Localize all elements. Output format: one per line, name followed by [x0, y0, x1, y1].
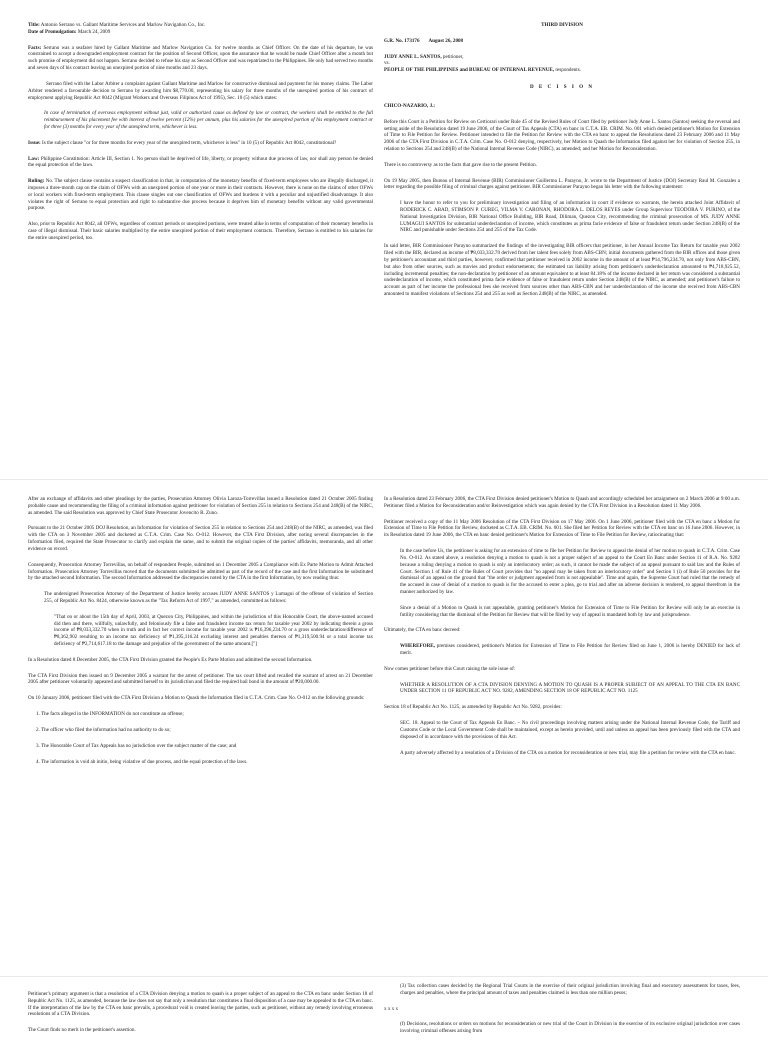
- paragraph: Also, prior to Republic Act 8042, all OFWs, regardless of contract periods or unexpired portions, were treated alike in terms of computation of their monetary benefits in case of illegal dismissal. Their basic salaries multiplied by the entire unexpired portion of their employment contracts. Therefore, Serrano is entitled to his salaries for the entire unexpired period, too.: [28, 221, 373, 241]
- quote: "That on or about the 15th day of April, 2003, at Quezon City, Philippines, and within the jurisdiction of this Honorable Court, the above-named accused did then and there, willfully, unlawfully, and feloniously file a false and fraudulent income tax return for taxable year 2002 by indicating therein a gross income of ₱8,033,332.70 when in truth and in fact her correct income for taxable year 2002 is ₱16,396,234.70 or a gross underdeclaration/difference of ₱8,362,902 resulting to an income tax deficiency of ₱1,395,116.24 excluding interest and penalties thereon of ₱1,319,500.94 or a total income tax deficiency of ₱2,714,617.18 to the damage and prejudice of the government of the same amount.["]: [54, 613, 373, 647]
- page-one: [0, 0, 768, 479]
- ruling-paragraph: Ruling: No. The subject clause contains a suspect classification in that, in computation of the monetary benefits of fixed-term employees who are illegally discharged, it imposes a three-month cap on the claim of OFWs with an unexpired portion of one year or more in their contracts. However, there is none on the claims of other OFWs or local workers with fixed-term employment. This clause singles out one classification of OFWs and burdens it with a peculiar and unjustified disadvantage. It also violates the right of Serrano to equal protection and right to substantive due process because it deprives him of monetary benefits without any valid governmental purpose.: [28, 178, 374, 212]
- quote: (3) Tax collection cases decided by the Regional Trial Courts in the exercise of their original jurisdiction involving final and executory assessments for taxes, fees, charges and penalties, where the principal amount of taxes and penalties claimed is less than one million pesos;: [400, 983, 740, 996]
- law-paragraph: Law: Philippine Constitution: Article III, Section 1. No person shall be deprived of life, liberty, or property without due process of law, nor shall any person be denied the equal protection of the laws.: [28, 155, 373, 169]
- grounds-list: [36, 711, 373, 765]
- paragraph: Ultimately, the CTA en banc decreed:: [384, 627, 461, 634]
- quote: Since a denial of a Motion to Quash is not appealable, granting petitioner's Motion for Extension of Time to File Petition for Review will only be an exercise in futility considering that the dismissal of the Petition for Review that will be filed by way of appeal is mandated both by law and jurisprudence.: [400, 604, 740, 618]
- decision-column-left: [28, 991, 373, 1043]
- issue-paragraph: Issue: Is the subject clause "or for three months for every year of the unexpired term, whichever is less" in 10 (5) of Republic Act 8042, constitutional?: [28, 139, 337, 146]
- list-item: 1. The facts alleged in the INFORMATION do not constitute an offense;: [36, 711, 184, 718]
- paragraph: Petitioner's primary argument is that a resolution of a CTA Division denying a motion to quash is a proper subject of an appeal to the CTA en banc under Section 18 of Republic Act No. 1125, as amended, because the law does not say that only a resolution that constitutes a final disposition of a case may be appealed to the CTA en banc. If the interpretation of the law by the CTA en banc prevails, a procedural void is created leaving the parties, such as petitioner, without any remedy involving erroneous resolutions of a CTA Division.: [28, 991, 373, 1018]
- paragraph: Pursuant to the 21 October 2005 DOJ Resolution, an Information for violation of Section 255 in relation to Sections 254 and 248(B) of the NIRC, as amended, was filed with the CTA on 3 November 2005 and docketed as C.T.A. Crim. Case No. O-012. However, the CTA First Division, after noting several discrepancies in the Information filed, required the State Prosecutor to clarify and explain the same, and to submit the original copies of the parties' affidavits, memoranda, and all other evidence on record.: [28, 525, 373, 552]
- paragraph: Now comes petitioner before this Court raising the sole issue of:: [384, 665, 516, 672]
- paragraph: In a Resolution dated 8 December 2005, the CTA First Division granted the People's Ex Parte Motion and admitted the second Information.: [28, 656, 313, 663]
- paragraph: Section 18 of Republic Act No. 1125, as amended by Republic Act No. 9282, provides:: [384, 704, 562, 711]
- decision-column: [384, 22, 740, 307]
- page-three: [0, 976, 768, 1035]
- paragraph: On 10 January 2006, petitioner filed with the CTA First Division a Motion to Quash the Information filed in C.T.A. Crim. Case No. O-012 on the following grounds:: [28, 695, 365, 702]
- title-line: Title: Antonio Serrano vs. Gallant Maritime Services and Marlow Navigation Co., Inc.: [28, 22, 206, 28]
- paragraph: The Court finds no merit in the petitioner's assertion.: [28, 1027, 136, 1034]
- respondents-line: PEOPLE OF THE PHILIPPINES and BUREAU OF INTERNAL REVENUE, respondents.: [384, 67, 581, 74]
- petitioner-line: JUDY ANNE L. SANTOS, petitioner,: [384, 53, 464, 60]
- date-line: Date of Promulgation: March 24, 2009: [28, 28, 111, 35]
- quote: In case of termination of overseas employment without just, valid or authorized cause as defined by law or contract, the workers shall be entitled to the full reimbursement of his placement fee with interest of twelve percent (12%) per annum, plus his salaries for the unexpired portion of his employment contract or for three (3) months for every year of the unexpired term, whichever is less.: [44, 110, 373, 130]
- decision-heading: D E C I S I O N: [529, 84, 595, 91]
- division-heading: THIRD DIVISION: [541, 22, 583, 28]
- quote: (f) Decisions, resolutions or orders on motions for reconsideration or new trial of the Court in Division in the exercise of its exclusive original jurisdiction over cases involving criminal offenses arising from: [400, 1021, 740, 1035]
- paragraph: Before this Court is a Petition for Review on Certiorari under Rule 45 of the Revised Rules of Court filed by petitioner Judy Anne L. Santos (Santos) seeking the reversal and setting aside of the Resolution dated 19 June 2006, of the Court of Tax Appeals (CTA) en banc in C.T.A. EB. CRIM. No. 001 which denied petitioner's Motion for Extension of Time to File Petition for Review. Petitioner intended to file the Petition for Review with the CTA en banc to appeal the Resolutions dated 23 February 2006 and 11 May 2006 of the CTA First Division in C.T.A. Crim. Case No. O-012 denying, respectively, her Motion to Quash the Information filed against her for violation of Section 255, in relation to Sections 254 and 248(B) of the National Internal Revenue Code (NIRC), as amended; and her Motion for Reconsideration.: [384, 118, 740, 152]
- quote: SEC. 18. Appeal to the Court of Tax Appeals En Banc. – No civil proceedings involving matters arising under the National Internal Revenue Code, the Tariff and Customs Code or the Local Government Code shall be maintained, except as herein provided, until and unless an appeal has been previously filed with the CTA and disposed of in accordance with the provisions of this Act.: [400, 720, 740, 740]
- paragraph: Petitioner received a copy of the 11 May 2006 Resolution of the CTA First Division on 17 May 2006. On 1 June 2006, petitioner filed with the CTA en banc a Motion for Extension of Time to File Petition for Review, docketed as C.T.A. EB. CRIM. No. 001. She filed her Petition for Review with the CTA en banc on 16 June 2006. However, in its Resolution dated 19 June 2006, the CTA en banc denied petitioner's Motion for Extension of Time to File Petition for Review, ratiocinating that:: [384, 518, 740, 539]
- case-digest-column: [28, 22, 373, 251]
- quote: In the case before Us, the petitioner is asking for an extension of time to file her Petition for Review to appeal the denial of her motion to quash in C.T.A. Crim. Case No. O-012. As stated above, a resolution denying a motion to quash is not a proper subject of an appeal to the Court En Banc under Section 11 of R.A. No. 9282 because a ruling denying a motion to quash is only an interlocutory order; as such, it cannot be made the subject of an appeal pursuant to said law and the Rules of Court. Section 1 of Rule 41 of the Rules of Court provides that "no appeal may be taken from an interlocutory order" and Section 1 (i) of Rule 50 provides for the dismissal of an appeal on the ground that "the order or judgment appealed from is not appealable". Time and again, the Supreme Court had ruled that the remedy of the accused in case of denial of a motion to quash is for the accused to enter a plea, go to trial and after an adverse decision is rendered, to appeal therefrom in the manner authorized by law.: [400, 548, 740, 595]
- ellipsis-line: x x x x: [384, 1005, 399, 1012]
- list-item: 3. The Honorable Court of Tax Appeals has no jurisdiction over the subject matter of the case; and: [36, 742, 237, 749]
- decision-column-right: [384, 496, 740, 765]
- facts-paragraph: Facts: Serrano was a seafarer hired by Gallant Maritime and Marlow Navigation Co. for twelve months as Chief Officer. On the date of his departure, he was constrained to accept a downgraded employment contract for the position of Second Officer, upon the assurance that he would be made Chief Officer after a month but such promise of employment did not happen. Serrano decided to refuse his stay as Second Officer and was repatriated to the Philippines. He only had served two months and seven days of his contract leaving an unexpired portion of nine months and 23 days.: [28, 44, 373, 72]
- gr-number-line: G.R. No. 173176 August 26, 2008: [384, 37, 464, 44]
- decision-column-right: [384, 983, 740, 1044]
- ponente-line: CHICO-NAZARIO, J.:: [384, 102, 436, 109]
- issue-quote: WHETHER A RESOLUTION OF A CTA DIVISION DENYING A MOTION TO QUASH IS A PROPER SUBJECT OF AN APPEAL TO THE CTA EN BANC UNDER SECTION 11 OF REPUBLIC ACT NO. 9282, AMENDING SECTION 18 OF REPUBLIC ACT NO. 1125: [400, 681, 740, 695]
- paragraph: In a Resolution dated 23 February 2006, the CTA First Division denied petitioner's Motion to Quash and accordingly scheduled her arraignment on 2 March 2006 at 9:00 a.m. Petitioner filed a Motion for Reconsideration and/or Reinvestigation which was again denied by the CTA First Division in a Resolution dated 11 May 2006.: [384, 496, 740, 509]
- paragraph: After an exchange of affidavits and other pleadings by the parties, Prosecution Attorney Olivia Laroza-Torrevillas issued a Resolution dated 21 October 2005 finding probable cause and recommending the filing of a criminal information against petitioner for violation of Section 255 in relation to Sections 254 and 248(B) of the NIRC, as amended. The said Resolution was approved by Chief State Prosecutor Jovencito R. Zuno.: [28, 496, 373, 516]
- paragraph: The CTA First Division then issued on 9 December 2005 a warrant for the arrest of petitioner. The tax court lifted and recalled the warrant of arrest on 21 December 2005 after petitioner voluntarily appeared and submitted herself to its jurisdiction and filed the required bail bond in the amount of ₱20,000.00.: [28, 672, 373, 686]
- decision-column-left: [28, 496, 373, 774]
- paragraph: There is no controversy as to the facts that gave rise to the present Petition.: [384, 161, 537, 168]
- paragraph: Consequently, Prosecution Attorney Torrevillas, on behalf of respondent People, submitted on 1 December 2005 a Compliance with Ex Parte Motion to Admit Attached Information. Prosecution Attorney Torrevillas moved that the documents submitted be admitted as part of the record of the case and the first Information be substituted by the attached second Information. The second Information addressed the discrepancies noted by the CTA in the first Information, by now reading thus:: [28, 561, 373, 582]
- quote: A party adversely affected by a resolution of a Division of the CTA on a motion for reconsideration or new trial, may file a petition for review with the CTA en banc.: [400, 749, 736, 756]
- quote: The undersigned Prosecution Attorney of the Department of Justice hereby accuses JUDY ANNE SANTOS y Lumagui of the offense of violation of Section 255, of Republic Act No. 8424, otherwise known as the "Tax Reform Act of 1997," as amended, committed as follows:: [44, 591, 373, 604]
- list-item: 2. The officer who filed the information had no authority to do so;: [36, 726, 171, 733]
- paragraph: In said letter, BIR Commissioner Parayno summarized the findings of the investigating BIR officers that petitioner, in her Annual Income Tax Return for taxable year 2002 filed with the BIR, declared an income of ₱8,033,332.70 derived from her talent fees solely from ABS-CBN; initial documents gathered from the BIR offices and those given by petitioner's accountant and third parties, however, confirmed that petitioner received in 2002 income in the amount of at least ₱14,796,234.70, not only from ABS-CBN, but also from other sources, such as movies and product endorsements; the estimated tax liability arising from petitioner's underdeclaration amounted to ₱4,718,925.52, including incremental penalties; the non-declaration by petitioner of an amount equivalent to at least 84.18% of the income declared in her return was considered a substantial underdeclaration of income, which constituted prima facie evidence of false or fraudulent return under Section 248(B) of the NIRC, as amended; and petitioner's failure to account as part of her income the professional fees she received from sources other than ABS-CBN and her underdeclaration of the income she received from ABS-CBN amounted to manifest violations of Sections 254 and 255 as well as Section 248(B) of the NIRC, as amended.: [384, 243, 740, 297]
- page-two: [0, 479, 768, 977]
- quote: I have the honor to refer to you for preliminary investigation and filing of an information in court if evidence so warrants, the herein attached Joint Affidavit of RODERICK C. ABAD, STIMSON P. CUREG, VILMA V. CARONAN, RHODORA L. DELOS REYES under Group Supervisor TEODORA V. PURINO, of the National Investigation Division, BIR National Office Building, BIR Road, Diliman, Quezon City, recommending the criminal prosecution of MS. JUDY ANNE LUMAGUI SANTOS for substantial underdeclaration of income, which constitutes as prima facie evidence of false or fraudulent return under Section 248(B) of the NIRC and punishable under Sections 254 and 255 of the Tax Code.: [400, 200, 740, 234]
- versus-line: vs.: [384, 60, 390, 67]
- list-item: 4. The information is void ab initio, being violative of due process, and the equal protection of the laws.: [36, 758, 248, 765]
- quote: WHEREFORE, premises considered, petitioner's Motion for Extension of Time to File Petition for Review filed on June 1, 2006 is hereby DENIED for lack of merit.: [400, 643, 740, 656]
- paragraph: On 19 May 2005, then Bureau of Internal Revenue (BIR) Commissioner Guillermo L. Parayno, Jr. wrote to the Department of Justice (DOJ) Secretary Raul M. Gonzales a letter regarding the possible filing of criminal charges against petitioner. BIR Commissioner Parayno began his letter with the following statement:: [384, 177, 740, 191]
- paragraph: Serrano filed with the Labor Arbiter a complaint against Gallant Maritime and Marlow for constructive dismissal and payment for his money claims. The Labor Arbiter rendered a favourable decision to Serrano by awarding him $8,770.00, representing his salary for three months of the unexpired portion of his contract of employment applying Republic Act 8042 (Migrant Workers and Overseas Filipinos Act of 1995), Sec. 10 (5) which states:: [28, 80, 373, 101]
